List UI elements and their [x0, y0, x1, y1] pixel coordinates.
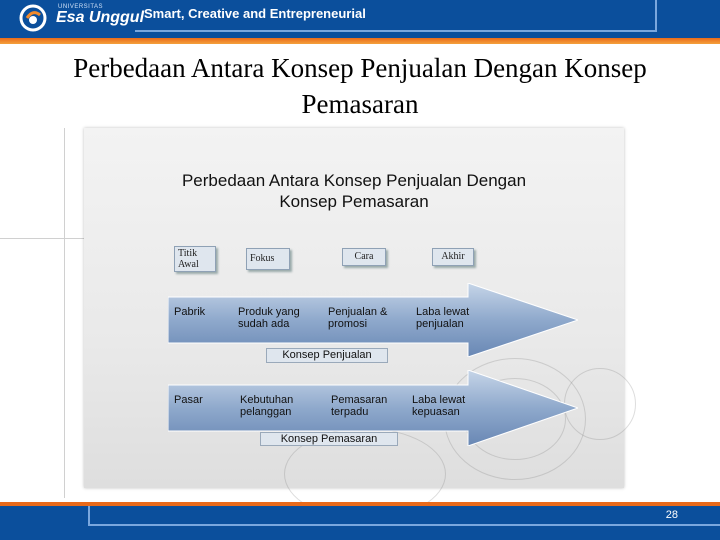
- row2-start: Pasar: [174, 394, 203, 406]
- row2-focus: Kebutuhan pelanggan: [240, 394, 294, 418]
- page-number: 28: [665, 509, 678, 521]
- row2-method: Pemasaran terpadu: [331, 394, 388, 418]
- footer-frame: [88, 506, 720, 526]
- column-header-method: Cara: [342, 248, 386, 266]
- row2-end: Laba lewat kepuasan: [412, 394, 466, 418]
- column-header-end: Akhir: [432, 248, 474, 266]
- row1-focus: Produk yang sudah ada: [238, 306, 300, 330]
- header-bar: [0, 0, 720, 38]
- slide-title: Perbedaan Antara Konsep Penjualan Dengan Konsep Pemasaran: [73, 53, 647, 119]
- tagline: Smart, Creative and Entrepreneurial: [144, 6, 366, 21]
- brand-subtitle: UNIVERSITAS: [58, 4, 104, 10]
- sales-concept-label: Konsep Penjualan: [266, 348, 388, 363]
- comparison-diagram: [84, 128, 624, 488]
- row1-start: Pabrik: [174, 306, 206, 318]
- brand-name: Esa Unggul: [56, 9, 145, 26]
- header-accent-line: [0, 38, 720, 44]
- footer-bar: [0, 502, 720, 540]
- marketing-concept-label: Konsep Pemasaran: [260, 432, 398, 446]
- diagram-title-line: Perbedaan Antara Konsep Penjualan Dengan: [181, 171, 527, 190]
- column-header-start: Titik Awal: [174, 246, 216, 272]
- column-header-focus: Fokus: [246, 248, 290, 270]
- row1-end: Laba lewat penjualan: [416, 306, 470, 330]
- decorative-line: [0, 238, 84, 239]
- diagram-title: [134, 170, 574, 212]
- decorative-line: [64, 128, 65, 498]
- row1-method: Penjualan & promosi: [328, 306, 388, 330]
- university-logo-icon: [18, 3, 52, 33]
- diagram-title-line: Konsep Pemasaran: [279, 192, 429, 211]
